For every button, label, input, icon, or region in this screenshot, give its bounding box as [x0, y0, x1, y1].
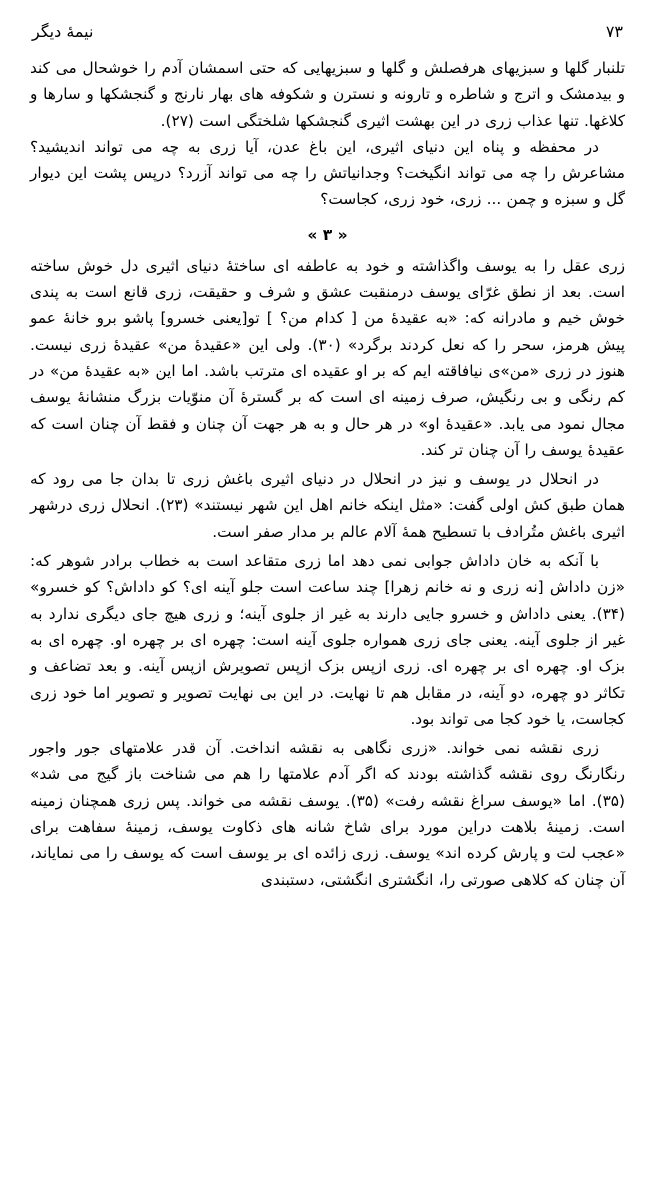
paragraph-2: در محفظه و پناه این دنیای اثیری، این باغ عدن، آیا زری به چه می تواند اندیشید؟ مشاعرش را چه می تواند انگیخت؟ وجدانیاتش را چه می تواند آزرد؟ درپس پشت این دیوار گل و سبزه و چمن ... زری، خود زری، کجاست؟: [30, 137, 625, 209]
paragraph-6: زری نقشه نمی خواند. «زری نگاهی به نقشه انداخت. آن قدر علامتهای جور واجور رنگارنگ روی نقشه گذاشته بودند که اگر آدم علامتها را هم می شناخت باز گیج می شد» (۳۵). اما «یوسف سراغ نقشه رفت» (۳۵). یوسف نقشه می خواند. پس زری همچنان زمینه است. زمینهٔ بلاهت دراین مورد برای شاخ شانه های ذکاوت یوسف، زمینهٔ سفاهت برای «عجب لت و پارش کرده اند» یوسف. زری زائده ای بر یوسف است که یوسف را می نمایاند، آن چنان که کلاهی صورتی را، انگشتری انگشتی، دستبندی: [30, 739, 625, 889]
page-header: [30, 22, 625, 41]
book-title: نیمهٔ دیگر: [32, 22, 94, 41]
page-body: [30, 55, 625, 893]
paragraph-1: تلنبار گلها و سبزیهای هرفصلش و گلها و سبزیهایی که حتی اسمشان آدم را خوشحال می کند و بیدمشک و اترج و شاطره و تارونه و نسترن و شکوفه های بهار نارنج و گنجشکها و سارها و کلاغها. تنها عذاب زری در این بهشت اثیری گنجشکها شلختگی است (۲۷).: [30, 59, 625, 130]
paragraph-4: در انحلال در یوسف و نیز در انحلال در دنیای اثیری باغش زری تا بدان جا می رود که همان طبق کش اولی گفت: «مثل اینکه خانم اهل این شهر نیستند» (۲۳). انحلال زری درشهر اثیری باغش متُرادف با تسطیح همهٔ آلام عالم بر مدار صفر است.: [30, 470, 625, 541]
paragraph-3: زری عقل را به یوسف واگذاشته و خود به عاطفه ای ساختهٔ دنیای اثیری دل خوش ساخته است. بعد از نطق غرّای یوسف درمنقبت عشق و شرف و حقیقت، زری قانع است به پندی خوش خیم و مادرانه که: «به عقیدهٔ من [ کدام من؟ ] تو[یعنی خسرو] پاشو برو خانهٔ عمو پیش هرمز، سحر را که نعل کردند برگرد» (۳۰). ولی این «عقیدهٔ من» عقیدهٔ زری نیست. هنوز در زری «من»ی نیافاقته ایم که بر او عقیده ای مترتب باشد. اما این «به عقیدهٔ من» در کم رنگی و بی رنگیش، صرف زمینه ای است که بر گسترهٔ آن منوّیات بزرگ منشانهٔ یوسف مجال نمود می یابد. «عقیدهٔ او» در هر حال و به هر جهت آن چنان و فقط آن چنان است که عقیدهٔ یوسف را آن چنان تر کند.: [30, 256, 625, 459]
section-marker: « ۳ »: [307, 225, 348, 244]
paragraph-5: با آنکه به خان داداش جوابی نمی دهد اما زری متقاعد است به خطاب برادر شوهر که: «زن داداش [نه زری و نه خانم زهرا] چند ساعت است جلو آینه ای؟ کو داداش؟ کو خسرو» (۳۴). یعنی داداش و خسرو جایی دارند به غیر از جلوی آینه؛ و زری هیچ جای دیگری ندارد به غیر از جلوی آینه. یعنی جای زری همواره جلوی آینه است: چهره ای بر چهره او. چهره ای به بزک او. چهره ای بر چهره ای. زری ازپس بزک ازپس تصویرش ازپس آینه. و بعد تضاعف و تکاثر دو چهره، دو آینه، در مقابل هم تا نهایت. در این بی نهایت تصویر و تصویر اما خود زری کجاست، یا خود کجا می تواند بود.: [30, 552, 625, 728]
page-number: ۷۳: [605, 22, 623, 41]
